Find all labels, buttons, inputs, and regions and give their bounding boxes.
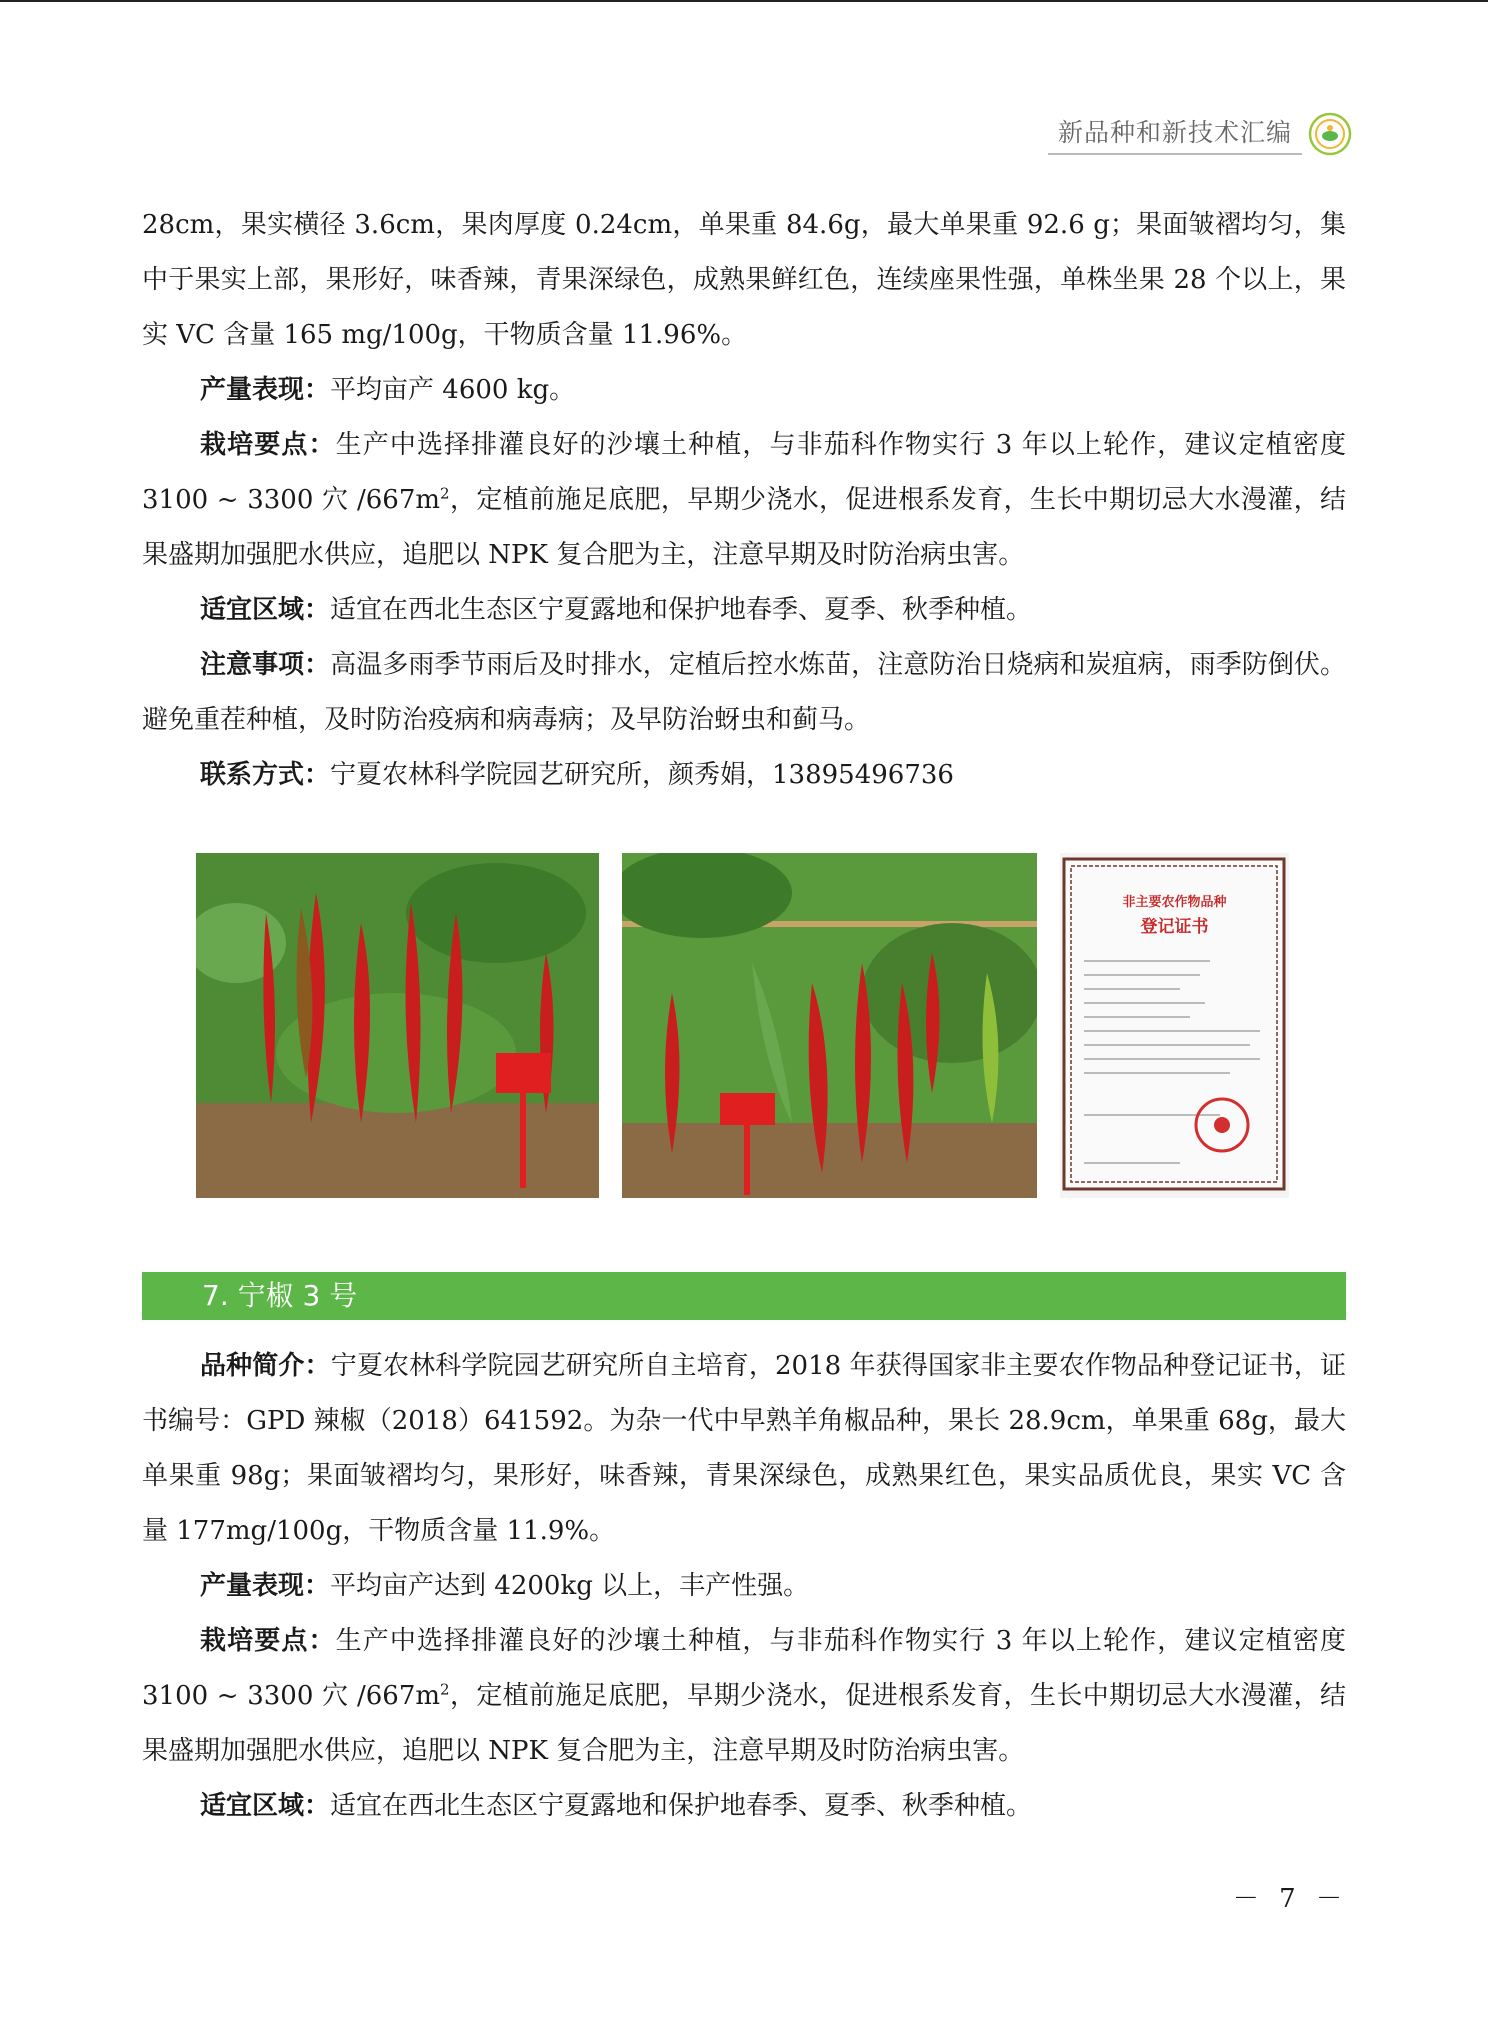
cultivation-text-b-2: ，定植前施足底肥，早期少浇水，促进根系发育，生长中期切忌大水漫灌，结果盛期加强肥水供应，追肥以 NPK 复合肥为主，注意早期及时防治病虫害。 bbox=[142, 1681, 1346, 1766]
intro-label: 品种简介： bbox=[200, 1351, 331, 1381]
cultivation-label-2: 栽培要点： bbox=[200, 1626, 336, 1656]
page-header bbox=[1048, 112, 1352, 156]
yield-label-2: 产量表现： bbox=[200, 1571, 331, 1601]
yield-label: 产量表现： bbox=[200, 375, 331, 405]
pepper-photo-1 bbox=[196, 853, 599, 1198]
superscript-2: 2 bbox=[440, 1680, 450, 1699]
certificate-photo bbox=[1060, 853, 1289, 1198]
region-label: 适宜区域： bbox=[200, 595, 331, 625]
paragraph-region bbox=[142, 583, 1346, 638]
certificate-title-line-1: 非主要农作物品种 bbox=[1122, 895, 1227, 910]
contact-label: 联系方式： bbox=[200, 760, 331, 790]
paragraph-intro bbox=[142, 1339, 1346, 1559]
cultivation-text-b: ，定植前施足底肥，早期少浇水，促进根系发育，生长中期切忌大水漫灌，结果盛期加强肥水供应，追肥以 NPK 复合肥为主，注意早期及时防治病虫害。 bbox=[142, 485, 1346, 570]
notes-label: 注意事项： bbox=[200, 650, 331, 680]
page-number: － 7 － bbox=[1232, 1884, 1348, 1914]
paragraph-region-2 bbox=[142, 1779, 1346, 1834]
paragraph-contact bbox=[142, 748, 1346, 803]
text-block-1 bbox=[142, 198, 1346, 803]
section-title: 7. 宁椒 3 号 bbox=[202, 1279, 358, 1312]
yield-text: 平均亩产 4600 kg。 bbox=[330, 375, 576, 405]
paragraph-traits: 28cm，果实横径 3.6cm，果肉厚度 0.24cm，单果重 84.6g，最大单果重 92.6 g；果面皱褶均匀，集中于果实上部，果形好，味香辣，青果深绿色，成熟果鲜红色，连续座果性强，单株坐果 28 个以上，果实 VC 含量 165 mg/100g，干物质含量 11.96%。 bbox=[142, 210, 1346, 350]
certificate-title-line-2: 登记证书 bbox=[1140, 917, 1209, 937]
logo-icon bbox=[1308, 112, 1352, 156]
header-title: 新品种和新技术汇编 bbox=[1048, 113, 1302, 155]
paragraph-yield-2 bbox=[142, 1559, 1346, 1614]
cultivation-text-a: 生产中选择排灌良好的沙壤土种植，与非茄科作物实行 3 年以上轮作，建议定植密度 3100 ~ 3300 穴 /667m bbox=[142, 430, 1346, 515]
region-text: 适宜在西北生态区宁夏露地和保护地春季、夏季、秋季种植。 bbox=[330, 595, 1033, 625]
top-border bbox=[0, 0, 1488, 2]
yield-text-2: 平均亩产达到 4200kg 以上，丰产性强。 bbox=[330, 1571, 810, 1601]
cultivation-text-a-2: 生产中选择排灌良好的沙壤土种植，与非茄科作物实行 3 年以上轮作，建议定植密度 3100 ~ 3300 穴 /667m bbox=[142, 1626, 1346, 1711]
region-text-2: 适宜在西北生态区宁夏露地和保护地春季、夏季、秋季种植。 bbox=[330, 1791, 1033, 1821]
text-block-2 bbox=[142, 1339, 1346, 1834]
paragraph-cultivation-2 bbox=[142, 1614, 1346, 1779]
paragraph-yield bbox=[142, 363, 1346, 418]
section-title-bar bbox=[142, 1272, 1346, 1320]
certificate-title bbox=[1060, 891, 1289, 939]
contact-text: 宁夏农林科学院园艺研究所，颜秀娟，13895496736 bbox=[330, 760, 954, 790]
intro-text: 宁夏农林科学院园艺研究所自主培育，2018 年获得国家非主要农作物品种登记证书，证书编号：GPD 辣椒（2018）641592。为杂一代中早熟羊角椒品种，果长 28.9cm，单果重 68g，最大单果重 98g；果面皱褶均匀，果形好，味香辣，青果深绿色，成熟果红色，果实品质优良，果实 VC 含量 177mg/100g，干物质含量 11.9%。 bbox=[142, 1351, 1346, 1546]
superscript: 2 bbox=[440, 484, 450, 503]
region-label-2: 适宜区域： bbox=[200, 1791, 331, 1821]
cultivation-label: 栽培要点： bbox=[200, 430, 336, 460]
pepper-photo-2 bbox=[622, 853, 1037, 1198]
paragraph-cultivation bbox=[142, 418, 1346, 583]
paragraph-notes bbox=[142, 638, 1346, 748]
notes-text: 高温多雨季节雨后及时排水，定植后控水炼苗，注意防治日烧病和炭疽病，雨季防倒伏。避免重茬种植，及时防治疫病和病毒病；及早防治蚜虫和蓟马。 bbox=[142, 650, 1346, 735]
